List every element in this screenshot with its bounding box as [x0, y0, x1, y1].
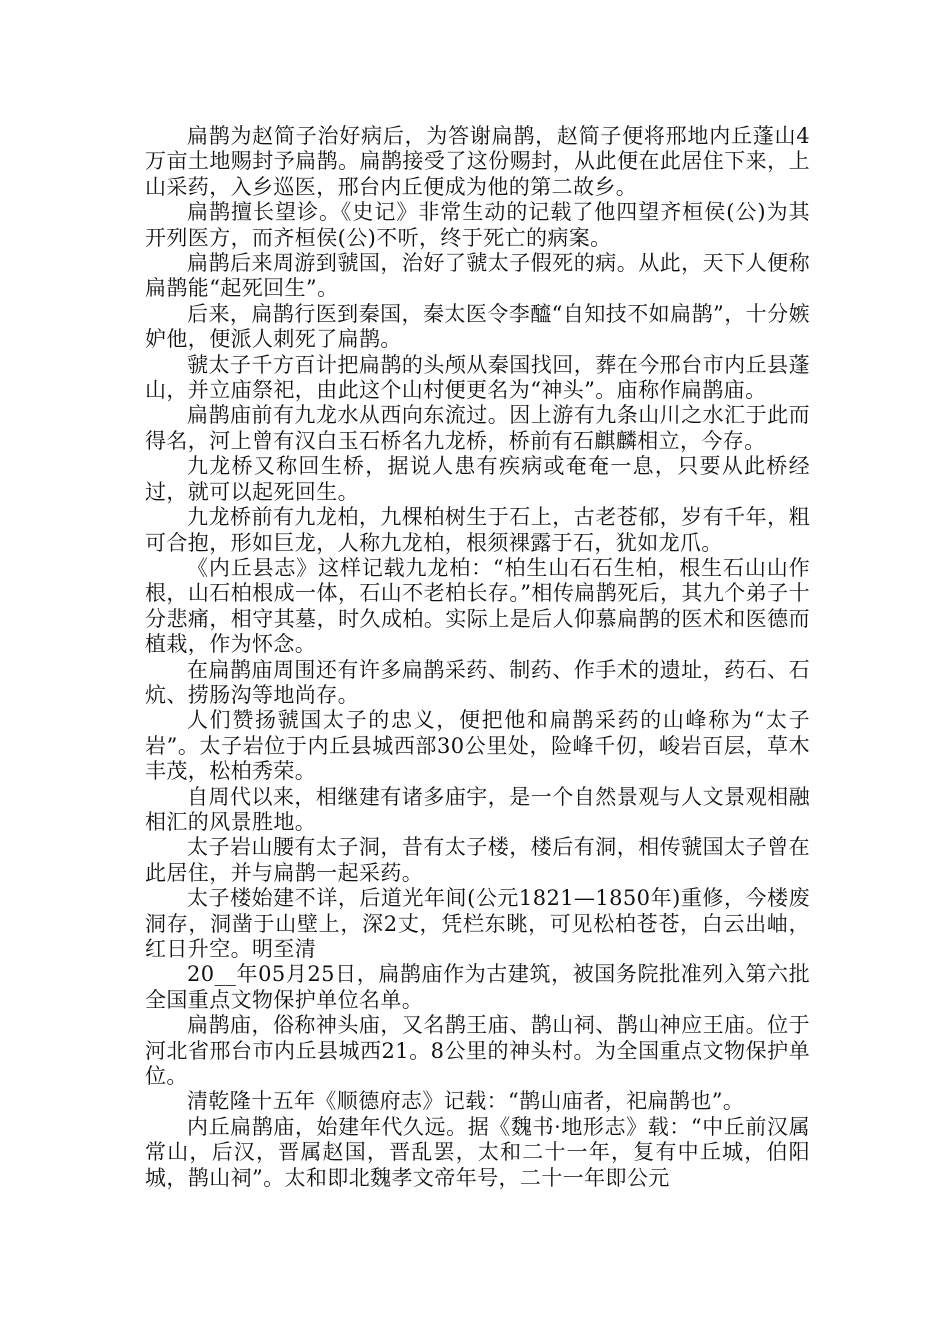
paragraph: 在扁鹊庙周围还有许多扁鹊采药、制药、作手术的遗址，药石、石炕、捞肠沟等地尚存。: [145, 657, 810, 707]
paragraph: 扁鹊庙，俗称神头庙，又名鹊王庙、鹊山祠、鹊山神应王庙。位于河北省邢台市内丘县城西21。8公里的神头村。为全国重点文物保护单位。: [145, 1013, 810, 1089]
paragraph: 太子岩山腰有太子洞，昔有太子楼，楼后有洞，相传虢国太子曾在此居住，并与扁鹊一起采药。: [145, 835, 810, 885]
paragraph: 九龙桥前有九龙柏，九棵柏树生于石上，古老苍郁，岁有千年，粗可合抱，形如巨龙，人称九龙柏，根须裸露于石，犹如龙爪。: [145, 505, 810, 555]
paragraph: 扁鹊为赵简子治好病后，为答谢扁鹊，赵简子便将邢地内丘蓬山4万亩土地赐封予扁鹊。扁鹊接受了这份赐封，从此便在此居住下来，上山采药，入乡巡医，邢台内丘便成为他的第二故乡。: [145, 124, 810, 199]
paragraph: 九龙桥又称回生桥，据说人患有疾病或奄奄一息，只要从此桥经过，就可以起死回生。: [145, 454, 810, 504]
paragraph: 清乾隆十五年《顺德府志》记载：“鹊山庙者，祀扁鹊也”。: [187, 1089, 745, 1114]
paragraph: 太子楼始建不详，后道光年间(公元1821—1850年)重修，今楼废洞存，洞凿于山壁上，深2丈，凭栏东眺，可见松柏苍苍，白云出岫，红日升空。明至清: [145, 886, 810, 961]
paragraph: 扁鹊后来周游到虢国，治好了虢太子假死的病。从此，天下人便称扁鹊能“起死回生”。: [145, 251, 810, 301]
paragraph: 人们赞扬虢国太子的忠义，便把他和扁鹊采药的山峰称为“太子岩”。太子岩位于内丘县城西部30公里处，险峰千仞，峻岩百层，草木丰茂，松柏秀荣。: [145, 708, 810, 784]
paragraph: 内丘扁鹊庙，始建年代久远。据《魏书·地形志》载：“中丘前汉属常山，后汉，晋属赵国，晋乱罢，太和二十一年，复有中丘城，伯阳城，鹊山祠”。太和即北魏孝文帝年号，二十一年即公元: [145, 1114, 810, 1190]
paragraph: 扁鹊擅长望诊。《史记》非常生动的记载了他四望齐桓侯(公)为其开列医方，而齐桓侯(公)不听，终于死亡的病案。: [145, 200, 810, 250]
document-body: [145, 124, 810, 1191]
paragraph: 扁鹊庙前有九龙水从西向东流过。因上游有九条山川之水汇于此而得名，河上曾有汉白玉石桥名九龙桥，桥前有石麒麟相立，今存。: [145, 403, 810, 453]
paragraph: 自周代以来，相继建有诸多庙宇，是一个自然景观与人文景观相融相汇的风景胜地。: [145, 784, 810, 834]
paragraph: 后来，扁鹊行医到秦国，秦太医令李醯“自知技不如扁鹊”，十分嫉妒他，便派人刺死了扁鹊。: [145, 301, 810, 352]
paragraph: 20__年05月25日，扁鹊庙作为古建筑，被国务院批准列入第六批全国重点文物保护单位名单。: [145, 962, 810, 1012]
paragraph: 《内丘县志》这样记载九龙柏：“柏生山石石生柏，根生石山山作根，山石柏根成一体，石山不老柏长存。”相传扁鹊死后，其九个弟子十分悲痛，相守其墓，时久成柏。实际上是后人仰慕扁鹊的医术和医德而植栽，作为怀念。: [145, 555, 810, 657]
paragraph: 虢太子千方百计把扁鹊的头颅从秦国找回，葬在今邢台市内丘县蓬山，并立庙祭祀，由此这个山村便更名为“神头”。庙称作扁鹊庙。: [145, 352, 810, 403]
